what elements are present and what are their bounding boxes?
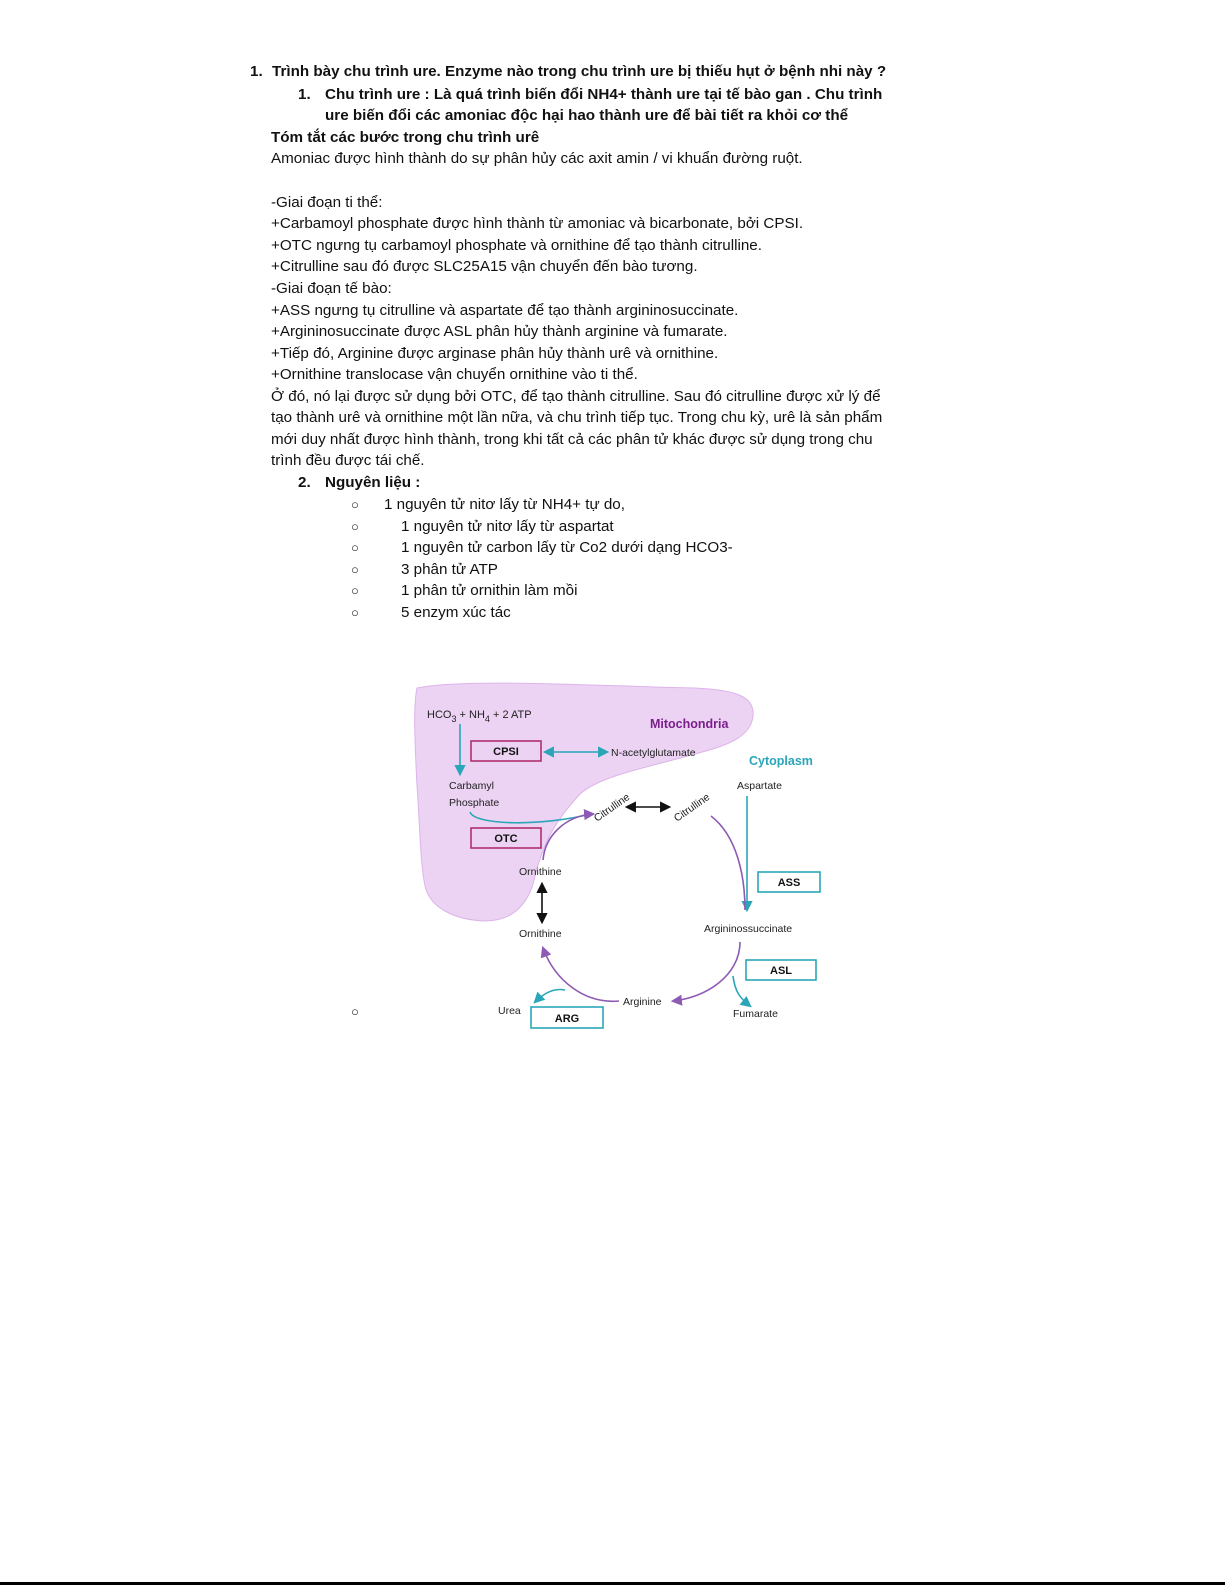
urea-cycle-diagram — [395, 676, 835, 1038]
bullet-icon: ○ — [351, 519, 359, 534]
cytoplasm-label: Cytoplasm — [749, 754, 813, 768]
urea-arrow — [535, 990, 565, 1003]
section2-heading: Nguyên liệu : — [325, 474, 421, 491]
bullet-icon: ○ — [351, 497, 359, 512]
cyto-step: +Ornithine translocase vận chuyển ornithine vào ti thể. — [271, 366, 638, 383]
bullet-icon: ○ — [351, 562, 359, 577]
section1-line1: Chu trình ure : Là quá trình biến đổi NH4+ thành ure tại tế bào gan . Chu trình — [325, 86, 883, 103]
mito-step: +OTC ngưng tụ carbamoyl phosphate và ornithine để tạo thành citrulline. — [271, 237, 762, 254]
metabolite-ornithine-mito: Ornithine — [519, 866, 562, 878]
cyto-step: +Argininosuccinate được ASL phân hủy thành arginine và fumarate. — [271, 323, 728, 340]
mito-step: +Citrulline sau đó được SLC25A15 vận chuyển đến bào tương. — [271, 258, 698, 275]
bullet-icon: ○ — [351, 605, 359, 620]
bullet-icon: ○ — [351, 583, 359, 598]
enzyme-label-asl: ASL — [770, 965, 792, 977]
summary-intro: Amoniac được hình thành do sự phân hủy các axit amin / vi khuẩn đường ruột. — [271, 150, 803, 167]
metabolite-phosphate: Phosphate — [449, 797, 500, 809]
metabolite-nag: N-acetylglutamate — [611, 747, 696, 759]
argininosuccinate-to-arginine-arrow — [673, 942, 740, 1001]
ingredient-item: 3 phân tử ATP — [401, 561, 498, 578]
summary-heading: Tóm tắt các bước trong chu trình urê — [271, 129, 540, 146]
section1-line2: ure biến đổi các amoniac độc hại hao thành ure để bài tiết ra khỏi cơ thể — [325, 107, 849, 124]
question-text: Trình bày chu trình ure. Enzyme nào trong chu trình ure bị thiếu hụt ở bệnh nhi này ? — [272, 63, 887, 80]
enzyme-label-cpsi: CPSI — [493, 746, 519, 758]
metabolite-argininosuccinate: Argininossuccinate — [704, 923, 793, 935]
conclusion-line: trình đều được tái chế. — [271, 452, 425, 469]
enzyme-label-otc: OTC — [494, 833, 518, 845]
cyto-step: +ASS ngưng tụ citrulline và aspartate để tạo thành argininosuccinate. — [271, 302, 739, 319]
bullet-icon: ○ — [351, 1004, 359, 1019]
section1-number: 1. — [298, 86, 311, 103]
mito-stage-label: -Giai đoạn ti thể: — [271, 194, 383, 211]
mito-step: +Carbamoyl phosphate được hình thành từ amoniac và bicarbonate, bởi CPSI. — [271, 215, 804, 232]
metabolite-citrulline-cyto: Citrulline — [671, 791, 713, 825]
ingredient-item: 1 nguyên tử nitơ lấy từ NH4+ tự do, — [384, 496, 625, 513]
metabolite-urea: Urea — [498, 1005, 521, 1017]
conclusion-line: tạo thành urê và ornithine một lần nữa, và chu trình tiếp tục. Trong chu kỳ, urê là sản phẩm — [271, 409, 883, 426]
ingredient-item: 1 nguyên tử carbon lấy từ Co2 dưới dạng HCO3- — [401, 539, 733, 556]
conclusion-line: mới duy nhất được hình thành, trong khi tất cả các phân tử khác được sử dụng trong chu — [271, 431, 873, 448]
metabolite-arginine: Arginine — [623, 996, 662, 1008]
enzyme-label-ass: ASS — [777, 877, 801, 889]
citrulline-to-argininosuccinate-arrow — [711, 816, 745, 910]
cyto-stage-label: -Giai đoạn tế bào: — [271, 280, 392, 297]
metabolite-aspartate: Aspartate — [737, 780, 782, 792]
ingredient-item: 5 enzym xúc tác — [401, 604, 511, 621]
ingredient-item: 1 nguyên tử nitơ lấy từ aspartat — [401, 518, 614, 535]
question-number: 1. — [250, 63, 263, 80]
enzyme-label-arg: ARG — [554, 1013, 580, 1025]
arginine-to-ornithine-arrow — [543, 948, 619, 1001]
metabolite-citrulline-mito: Citrulline — [591, 791, 633, 825]
mitochondria-label: Mitochondria — [650, 717, 729, 731]
metabolite-carbamyl: Carbamyl — [449, 780, 494, 792]
substrate-text: $HCO_3 + NH_4 + 2$ ATP — [427, 709, 532, 724]
metabolite-fumarate: Fumarate — [733, 1008, 778, 1020]
cyto-step: +Tiếp đó, Arginine được arginase phân hủy thành urê và ornithine. — [271, 345, 719, 362]
metabolite-ornithine-cyto: Ornithine — [519, 928, 562, 940]
bullet-icon: ○ — [351, 540, 359, 555]
section2-number: 2. — [298, 474, 311, 491]
ingredient-item: 1 phân tử ornithin làm mồi — [401, 582, 578, 599]
conclusion-line: Ở đó, nó lại được sử dụng bởi OTC, để tạo thành citrulline. Sau đó citrulline được xử lý để — [271, 388, 881, 405]
